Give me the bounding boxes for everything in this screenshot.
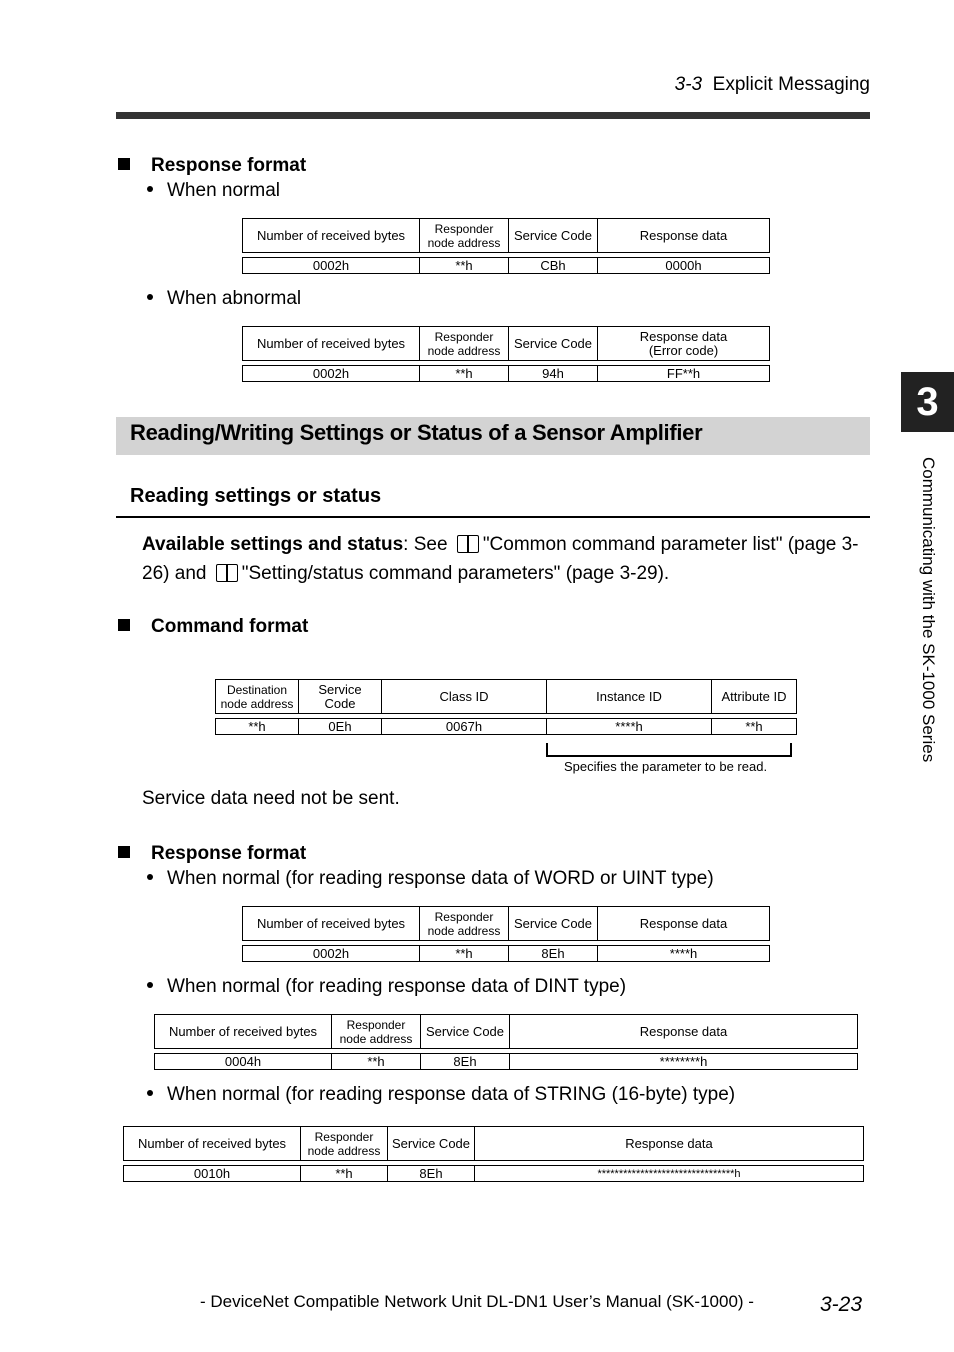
col-responder: Responder node address — [420, 327, 509, 361]
col-received-bytes: Number of received bytes — [243, 219, 420, 253]
section-title: Explicit Messaging — [712, 74, 870, 95]
parameter-note: Specifies the parameter to be read. — [564, 759, 768, 774]
cell-value: 94h — [509, 366, 598, 382]
col-response-data: Response data — [598, 907, 770, 941]
response-string-table — [123, 1126, 864, 1182]
cell-value: 0067h — [382, 719, 547, 735]
book-icon — [457, 535, 479, 553]
string-type-label: When normal (for reading response data of STRING (16-byte) type) — [147, 1084, 735, 1106]
cell-value: CBh — [509, 258, 598, 274]
col-attribute-id: Attribute ID — [712, 680, 797, 714]
cell-value: 8Eh — [509, 946, 598, 962]
reference-link[interactable]: "Common command parameter list" (page 3-26) — [142, 534, 859, 584]
col-responder: Responder node address — [301, 1127, 388, 1161]
cell-value: ********************************h — [475, 1166, 864, 1182]
chapter-tab: 3 — [901, 372, 954, 432]
col-service-code: Service Code — [388, 1127, 475, 1161]
response-word-table — [242, 906, 770, 962]
col-service-code: Service Code — [509, 327, 598, 361]
col-response-data: Response data (Error code) — [598, 327, 770, 361]
col-destination: Destination node address — [216, 680, 299, 714]
col-response-data: Response data — [475, 1127, 864, 1161]
response-abnormal-table — [242, 326, 770, 382]
response-format-heading-2: Response format — [118, 843, 306, 865]
command-format-table — [215, 679, 797, 735]
cell-value: **h — [420, 366, 509, 382]
col-response-data: Response data — [510, 1015, 858, 1049]
chapter-side-title: Communicating with the SK-1000 Series — [919, 457, 938, 763]
available-label: Available settings and status — [142, 534, 404, 555]
cell-value: 0002h — [243, 258, 420, 274]
service-data-note: Service data need not be sent. — [142, 788, 400, 809]
col-received-bytes: Number of received bytes — [124, 1127, 301, 1161]
cell-value: 8Eh — [421, 1054, 510, 1070]
book-icon — [216, 564, 238, 582]
cell-value: **h — [301, 1166, 388, 1182]
response-normal-table — [242, 218, 770, 274]
cell-value: ****h — [598, 946, 770, 962]
when-abnormal-label: When abnormal — [147, 288, 301, 310]
dint-type-label: When normal (for reading response data of DINT type) — [147, 976, 626, 998]
col-received-bytes: Number of received bytes — [243, 327, 420, 361]
col-responder: Responder node address — [420, 219, 509, 253]
command-format-heading: Command format — [118, 616, 308, 638]
available-settings-paragraph: Available settings and status: See "Common command parameter list" (page 3-26) and "Setting/status command parameters" (page 3-29). — [142, 534, 859, 584]
subsection-title: Reading settings or status — [130, 485, 382, 507]
col-received-bytes: Number of received bytes — [243, 907, 420, 941]
word-type-label: When normal (for reading response data of WORD or UINT type) — [147, 868, 714, 890]
cell-value: **h — [216, 719, 299, 735]
cell-value: 0010h — [124, 1166, 301, 1182]
cell-value: ********h — [510, 1054, 858, 1070]
col-instance-id: Instance ID — [547, 680, 712, 714]
cell-value: **h — [332, 1054, 421, 1070]
subsection-rule — [116, 516, 870, 518]
col-service-code: Service Code — [509, 907, 598, 941]
col-response-data: Response data — [598, 219, 770, 253]
footer-text: - DeviceNet Compatible Network Unit DL-DN1 User’s Manual (SK-1000) - — [200, 1292, 754, 1311]
cell-value: FF**h — [598, 366, 770, 382]
response-dint-table — [154, 1014, 858, 1070]
response-format-heading: Response format — [118, 155, 306, 177]
section-title: Reading/Writing Settings or Status of a Sensor Amplifier — [130, 420, 703, 445]
col-service: Service Code — [299, 680, 382, 714]
when-normal-label: When normal — [147, 180, 280, 202]
reference-link[interactable]: "Setting/status command parameters" (page 3-29). — [241, 563, 670, 584]
page-number: 3-23 — [820, 1293, 863, 1316]
col-class-id: Class ID — [382, 680, 547, 714]
parameter-bracket — [546, 743, 792, 757]
cell-value: 0Eh — [299, 719, 382, 735]
header-rule — [116, 112, 870, 119]
running-header — [560, 74, 870, 96]
cell-value: 8Eh — [388, 1166, 475, 1182]
cell-value: 0000h — [598, 258, 770, 274]
col-service-code: Service Code — [421, 1015, 510, 1049]
cell-value: 0004h — [155, 1054, 332, 1070]
cell-value: **h — [420, 946, 509, 962]
col-received-bytes: Number of received bytes — [155, 1015, 332, 1049]
cell-value: 0002h — [243, 366, 420, 382]
cell-value: ****h — [547, 719, 712, 735]
col-service-code: Service Code — [509, 219, 598, 253]
cell-value: 0002h — [243, 946, 420, 962]
section-number: 3-3 — [674, 74, 703, 95]
col-responder: Responder node address — [332, 1015, 421, 1049]
cell-value: **h — [712, 719, 797, 735]
cell-value: **h — [420, 258, 509, 274]
col-responder: Responder node address — [420, 907, 509, 941]
